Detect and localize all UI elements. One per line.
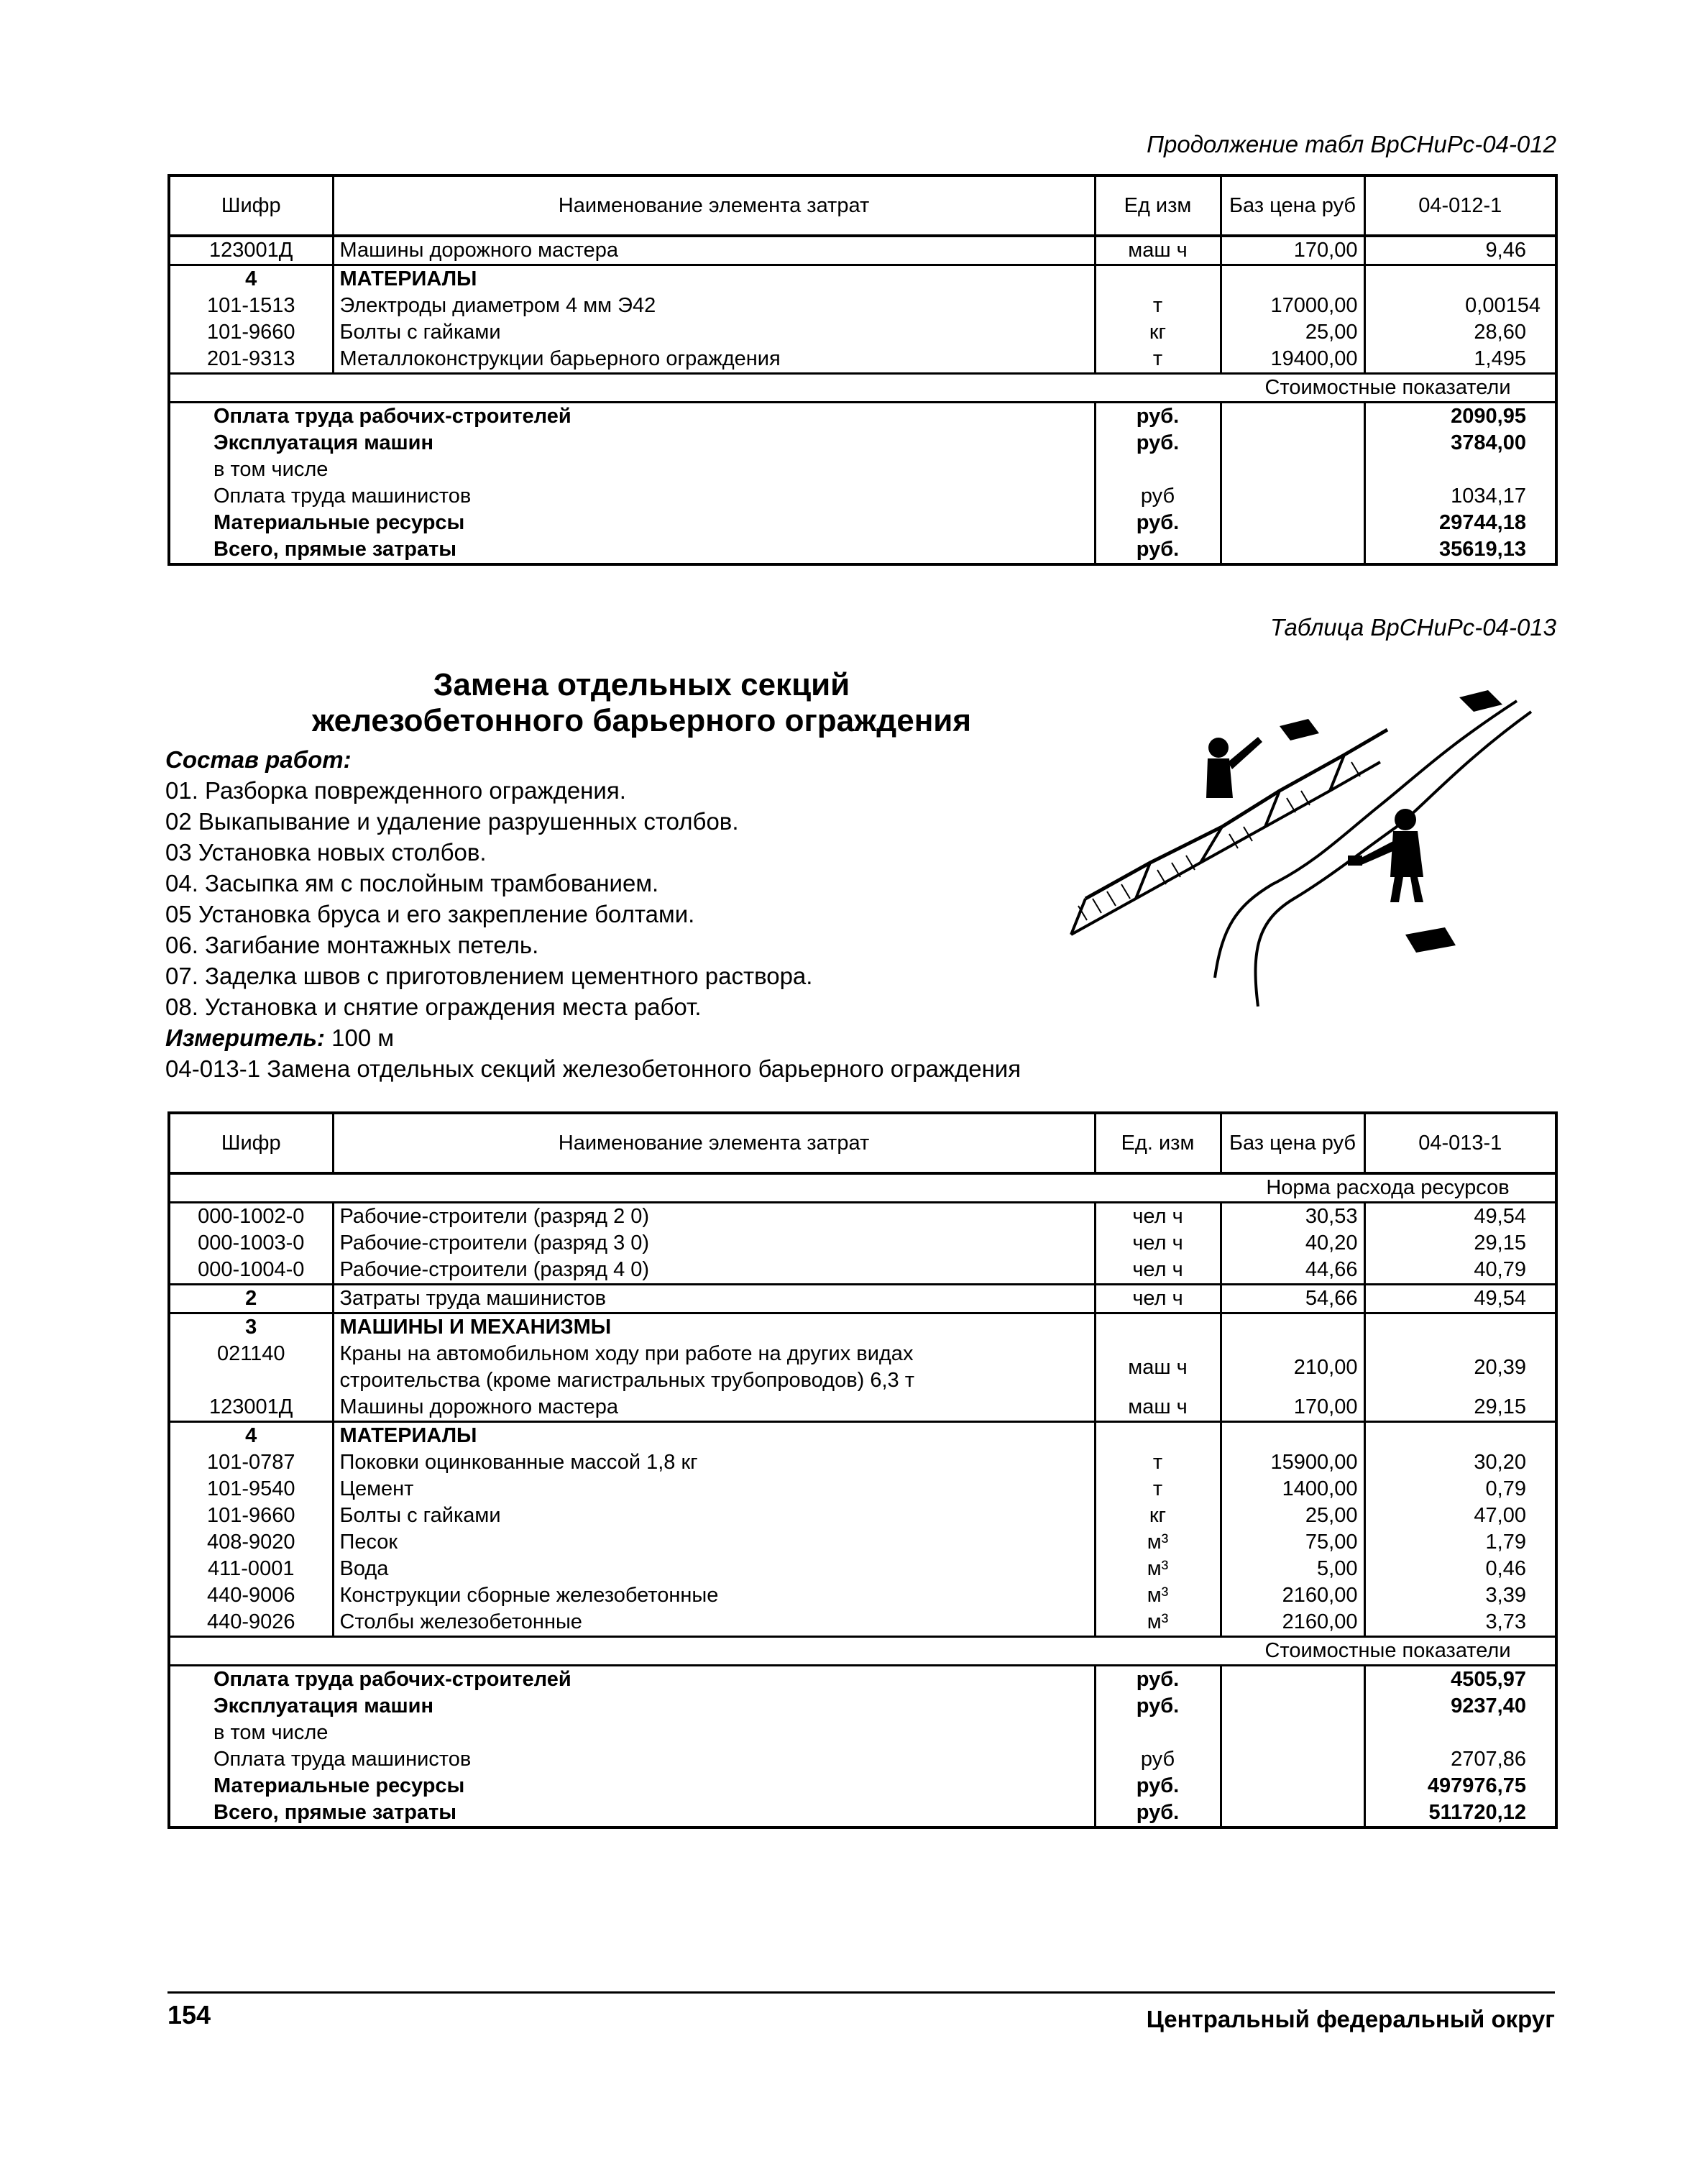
- section-cost-label: Стоимостные показатели: [1221, 1637, 1556, 1666]
- cell-qty: 29,15: [1364, 1230, 1556, 1257]
- summary-value: 9237,40: [1364, 1693, 1556, 1720]
- cell-price: 170,00: [1221, 236, 1364, 265]
- summary-label: Оплата труда рабочих-строителей: [214, 405, 571, 428]
- works-item: 03 Установка новых столбов.: [165, 839, 487, 866]
- cell-price: 75,00: [1221, 1529, 1364, 1556]
- cell-unit: м³: [1095, 1529, 1221, 1556]
- summary-row: [169, 1799, 1556, 1827]
- cell-unit: маш ч: [1095, 1341, 1221, 1394]
- cell-qty: 0,46: [1364, 1556, 1556, 1582]
- measure-label: Измеритель:: [165, 1024, 325, 1051]
- cell-code: 101-0787: [206, 1451, 295, 1474]
- measure-line: [165, 1022, 1208, 1053]
- cell-name: [333, 1341, 1095, 1394]
- table-header-row: [169, 175, 1556, 236]
- summary-unit: руб.: [1095, 1773, 1221, 1799]
- works-item: 06. Загибание монтажных петель.: [165, 932, 539, 958]
- works-item: 05 Установка бруса и его закрепление болтами.: [165, 901, 695, 927]
- works-item: 02 Выкапывание и удаление разрушенных столбов.: [165, 808, 739, 835]
- summary-row: [169, 430, 1556, 457]
- cell-price: 19400,00: [1221, 346, 1364, 374]
- cell-name: Болты с гайками: [333, 1503, 1095, 1529]
- cell-name: Рабочие-строители (разряд 4 0): [333, 1257, 1095, 1285]
- cell-qty: 40,79: [1364, 1257, 1556, 1285]
- cell-unit: кг: [1095, 1503, 1221, 1529]
- header-name: Наименование элемента затрат: [333, 1113, 1095, 1173]
- measure-value: 100 м: [325, 1024, 395, 1051]
- cell-name: МАТЕРИАЛЫ: [333, 1422, 1095, 1450]
- cell-code: 123001Д: [169, 236, 333, 265]
- table-row: [169, 1556, 1556, 1582]
- summary-row: [169, 457, 1556, 483]
- cell-price: 54,66: [1221, 1285, 1364, 1313]
- summary-unit: руб: [1095, 483, 1221, 510]
- summary-unit: руб.: [1095, 1693, 1221, 1720]
- item-line: 04-013-1 Замена отдельных секций железобетонного барьерного ограждения: [165, 1055, 1021, 1082]
- cell-name: Вода: [333, 1556, 1095, 1582]
- summary-row: [169, 1666, 1556, 1694]
- section-row: [169, 374, 1556, 403]
- page-number: 154: [167, 2000, 211, 2029]
- cell-name: Машины дорожного мастера: [333, 1394, 1095, 1422]
- table-row: [169, 1341, 1556, 1394]
- header-code: Шифр: [169, 175, 333, 236]
- cell-qty: 3,39: [1364, 1582, 1556, 1609]
- table-caption: Таблица ВрСНиРс-04-013: [1270, 614, 1556, 641]
- summary-unit: руб.: [1095, 1799, 1221, 1827]
- table-row: [169, 1476, 1556, 1503]
- cell-price: 2160,00: [1221, 1582, 1364, 1609]
- cell-code: 101-1513: [206, 294, 295, 317]
- summary-value: 2707,86: [1364, 1746, 1556, 1773]
- summary-label: Оплата труда машинистов: [214, 485, 472, 508]
- summary-row: [169, 483, 1556, 510]
- cell-unit: м³: [1095, 1609, 1221, 1637]
- cell-qty: 20,39: [1364, 1341, 1556, 1394]
- section-row: [169, 1637, 1556, 1666]
- summary-unit: руб.: [1095, 403, 1221, 431]
- summary-label: в том числе: [214, 1721, 329, 1744]
- summary-label: Материальные ресурсы: [214, 1774, 465, 1797]
- summary-label: Оплата труда рабочих-строителей: [214, 1668, 571, 1691]
- cell-code: 101-9540: [206, 1477, 295, 1500]
- cell-price: 30,53: [1221, 1203, 1364, 1231]
- section-row: [169, 1173, 1556, 1203]
- table-row: [169, 319, 1556, 346]
- cell-name: Песок: [333, 1529, 1095, 1556]
- summary-row: [169, 1773, 1556, 1799]
- cell-qty: 0,79: [1364, 1476, 1556, 1503]
- cell-name: Конструкции сборные железобетонные: [333, 1582, 1095, 1609]
- table-row: [169, 1203, 1556, 1231]
- cell-qty: 30,20: [1364, 1449, 1556, 1476]
- section-title: [237, 667, 1046, 739]
- header-unit: Ед изм: [1095, 175, 1221, 236]
- summary-row: [169, 536, 1556, 564]
- footer-region: Центральный федеральный округ: [1146, 2006, 1555, 2032]
- cell-name: Поковки оцинкованные массой 1,8 кг: [333, 1449, 1095, 1476]
- table-row: [169, 1285, 1556, 1313]
- title-line-2: железобетонного барьерного ограждения: [311, 703, 972, 738]
- table-row: [169, 346, 1556, 374]
- cell-price: 210,00: [1221, 1341, 1364, 1394]
- cell-code: 4: [245, 267, 257, 290]
- cell-unit: т: [1095, 1449, 1221, 1476]
- cell-code: 440-9026: [169, 1609, 333, 1637]
- summary-value: 35619,13: [1364, 536, 1556, 564]
- summary-unit: руб.: [1095, 1666, 1221, 1694]
- summary-value: 3784,00: [1364, 430, 1556, 457]
- cell-qty: 3,73: [1364, 1609, 1556, 1637]
- summary-row: [169, 1693, 1556, 1720]
- table-row: [169, 1609, 1556, 1637]
- header-unit: Ед. изм: [1095, 1113, 1221, 1173]
- cell-price: 2160,00: [1221, 1609, 1364, 1637]
- summary-value: 497976,75: [1364, 1773, 1556, 1799]
- cell-price: 40,20: [1221, 1230, 1364, 1257]
- cell-code: 000-1002-0: [198, 1205, 305, 1228]
- header-price: Баз цена руб: [1221, 175, 1364, 236]
- table-row: [169, 1394, 1556, 1422]
- section-cost-label: Стоимостные показатели: [1221, 374, 1556, 403]
- cell-unit: чел ч: [1095, 1257, 1221, 1285]
- cell-unit: м³: [1095, 1582, 1221, 1609]
- cell-code: 000-1003-0: [198, 1232, 305, 1255]
- cell-name: Металлоконструкции барьерного ограждения: [333, 346, 1095, 374]
- cell-unit: чел ч: [1095, 1285, 1221, 1313]
- cell-unit: чел ч: [1095, 1203, 1221, 1231]
- section-norm-label: Норма расхода ресурсов: [1221, 1173, 1556, 1203]
- works-item: 04. Засыпка ям с послойным трамбованием.: [165, 870, 659, 896]
- cell-qty: 1,495: [1364, 346, 1556, 374]
- header-qty: 04-013-1: [1364, 1113, 1556, 1173]
- cell-unit: м³: [1095, 1556, 1221, 1582]
- cell-name: Электроды диаметром 4 мм Э42: [333, 293, 1095, 319]
- cell-code: 000-1004-0: [169, 1257, 333, 1285]
- table-row: [169, 1230, 1556, 1257]
- summary-label: Всего, прямые затраты: [214, 1801, 457, 1824]
- cell-code: 021140: [216, 1342, 285, 1365]
- cell-qty: 47,00: [1364, 1503, 1556, 1529]
- summary-value: 511720,12: [1364, 1799, 1556, 1827]
- summary-value: 2090,95: [1364, 403, 1556, 431]
- table-row: [169, 236, 1556, 265]
- summary-label: Эксплуатация машин: [214, 1694, 434, 1717]
- cell-qty: 1,79: [1364, 1529, 1556, 1556]
- works-block: [165, 744, 1208, 1084]
- cell-unit: т: [1095, 293, 1221, 319]
- cell-code: 2: [169, 1285, 333, 1313]
- summary-label: Материальные ресурсы: [214, 511, 465, 534]
- summary-unit: руб.: [1095, 536, 1221, 564]
- summary-row: [169, 1746, 1556, 1773]
- summary-unit: руб: [1095, 1746, 1221, 1773]
- header-code: Шифр: [169, 1113, 333, 1173]
- table-row: [169, 293, 1556, 319]
- cell-name: Болты с гайками: [333, 319, 1095, 346]
- table-row: [169, 1257, 1556, 1285]
- cell-code: 3: [245, 1316, 257, 1339]
- summary-row: [169, 510, 1556, 536]
- cell-unit: маш ч: [1095, 1394, 1221, 1422]
- cell-price: 15900,00: [1221, 1449, 1364, 1476]
- cell-code: 4: [245, 1424, 257, 1447]
- header-price: Баз цена руб: [1221, 1113, 1364, 1173]
- cell-qty: 49,54: [1364, 1203, 1556, 1231]
- cell-code: 440-9006: [206, 1584, 295, 1607]
- cost-table-04-012: [167, 174, 1558, 566]
- table-row: [169, 1529, 1556, 1556]
- cell-price: 17000,00: [1221, 293, 1364, 319]
- cell-name-line: строительства (кроме магистральных трубопроводов) 6,3 т: [339, 1369, 914, 1392]
- cell-code: 201-9313: [169, 346, 333, 374]
- summary-value: 4505,97: [1364, 1666, 1556, 1694]
- cell-name: Затраты труда машинистов: [333, 1285, 1095, 1313]
- cell-price: 44,66: [1221, 1257, 1364, 1285]
- cell-code: 411-0001: [208, 1557, 295, 1580]
- cell-price: 5,00: [1221, 1556, 1364, 1582]
- cell-code: 123001Д: [169, 1394, 333, 1422]
- summary-label: Эксплуатация машин: [214, 431, 434, 454]
- cell-unit: т: [1095, 346, 1221, 374]
- cell-code: 408-9020: [206, 1531, 295, 1554]
- cell-code: 101-9660: [206, 1504, 295, 1527]
- header-name: Наименование элемента затрат: [333, 175, 1095, 236]
- cell-name: МАШИНЫ И МЕХАНИЗМЫ: [333, 1313, 1095, 1341]
- cell-name: Машины дорожного мастера: [333, 236, 1095, 265]
- cell-price: 170,00: [1221, 1394, 1364, 1422]
- table-row: [169, 1422, 1556, 1450]
- cell-price: 25,00: [1221, 319, 1364, 346]
- table-row: [169, 265, 1556, 293]
- table-row: [169, 1313, 1556, 1341]
- works-item: 08. Установка и снятие ограждения места работ.: [165, 994, 702, 1020]
- cell-qty: 29,15: [1364, 1394, 1556, 1422]
- title-line-1: Замена отдельных секций: [433, 667, 850, 702]
- cell-code: 101-9660: [206, 321, 295, 344]
- table-row: [169, 1503, 1556, 1529]
- cell-name: МАТЕРИАЛЫ: [333, 265, 1095, 293]
- cell-qty: 49,54: [1364, 1285, 1556, 1313]
- table-header-row: [169, 1113, 1556, 1173]
- summary-value: 1034,17: [1364, 483, 1556, 510]
- table-continuation-caption: Продолжение табл ВрСНиРс-04-012: [1147, 131, 1556, 157]
- cell-price: 25,00: [1221, 1503, 1364, 1529]
- cell-unit: маш ч: [1095, 236, 1221, 265]
- cell-qty: 9,46: [1364, 236, 1556, 265]
- header-qty: 04-012-1: [1364, 175, 1556, 236]
- cell-name: Рабочие-строители (разряд 3 0): [333, 1230, 1095, 1257]
- summary-label: Всего, прямые затраты: [214, 538, 457, 561]
- works-item: 07. Заделка швов с приготовлением цементного раствора.: [165, 963, 813, 989]
- cell-name-line: Краны на автомобильном ходу при работе на других видах: [339, 1342, 914, 1365]
- cell-price: 1400,00: [1221, 1476, 1364, 1503]
- table-row: [169, 1582, 1556, 1609]
- works-item: 01. Разборка поврежденного ограждения.: [165, 777, 626, 804]
- cell-qty: 0,00154: [1364, 293, 1556, 319]
- cell-name: Столбы железобетонные: [333, 1609, 1095, 1637]
- cell-name: Рабочие-строители (разряд 2 0): [333, 1203, 1095, 1231]
- cell-unit: кг: [1095, 319, 1221, 346]
- summary-label: Оплата труда машинистов: [214, 1748, 472, 1771]
- cell-name: Цемент: [333, 1476, 1095, 1503]
- works-heading: Состав работ:: [165, 746, 352, 773]
- summary-row: [169, 403, 1556, 431]
- summary-unit: руб.: [1095, 510, 1221, 536]
- cell-qty: 28,60: [1364, 319, 1556, 346]
- cost-table-04-013: [167, 1111, 1558, 1829]
- summary-value: 29744,18: [1364, 510, 1556, 536]
- footer-rule: [167, 1991, 1555, 1994]
- cell-unit: чел ч: [1095, 1230, 1221, 1257]
- table-row: [169, 1449, 1556, 1476]
- summary-row: [169, 1720, 1556, 1746]
- summary-unit: руб.: [1095, 430, 1221, 457]
- summary-label: в том числе: [214, 458, 329, 481]
- cell-unit: т: [1095, 1476, 1221, 1503]
